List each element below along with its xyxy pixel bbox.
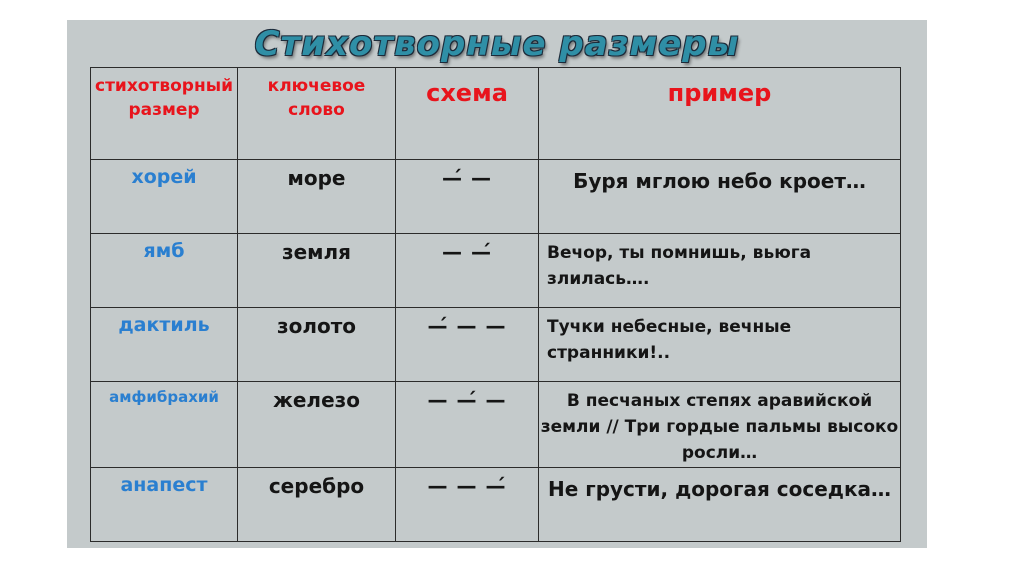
meter-name: хорей (91, 160, 238, 234)
meters-table (90, 67, 901, 542)
table-row (91, 234, 901, 308)
header-keyword: ключевое слово (238, 68, 396, 160)
scheme: — —́ (396, 234, 539, 308)
table-row (91, 382, 901, 468)
header-meter: стихотворный размер (91, 68, 238, 160)
example: Не грусти, дорогая соседка… (539, 468, 901, 542)
scheme: —́ — (396, 160, 539, 234)
table-row (91, 308, 901, 382)
meter-name: анапест (91, 468, 238, 542)
header-row (91, 68, 901, 160)
keyword: серебро (238, 468, 396, 542)
table-row (91, 468, 901, 542)
meter-name: амфибрахий (91, 382, 238, 468)
example: В песчаных степях аравийской земли // Три гордые пальмы высоко росли… (539, 382, 901, 468)
keyword: золото (238, 308, 396, 382)
scheme: — —́ — (396, 382, 539, 468)
keyword: земля (238, 234, 396, 308)
slide (67, 20, 927, 548)
slide-title: Стихотворные размеры (254, 24, 740, 64)
header-scheme: схема (396, 68, 539, 160)
meter-name: ямб (91, 234, 238, 308)
meter-name: дактиль (91, 308, 238, 382)
scheme: —́ — — (396, 308, 539, 382)
example: Вечор, ты помнишь, вьюга злилась…. (539, 234, 901, 308)
header-example: пример (539, 68, 901, 160)
table-row (91, 160, 901, 234)
scheme: — — —́ (396, 468, 539, 542)
example: Буря мглою небо кроет… (539, 160, 901, 234)
keyword: железо (238, 382, 396, 468)
example: Тучки небесные, вечные странники!.. (539, 308, 901, 382)
keyword: море (238, 160, 396, 234)
